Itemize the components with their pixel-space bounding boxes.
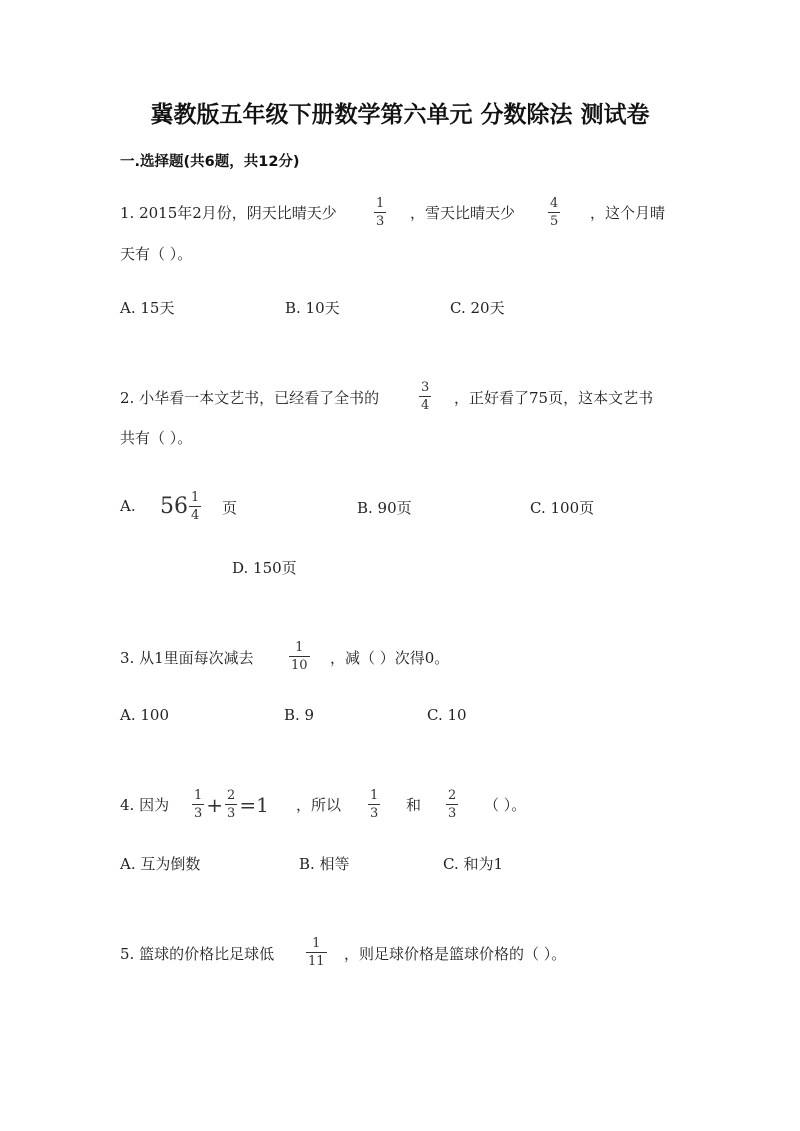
fraction — [289, 641, 310, 672]
numerator: 1 — [312, 936, 321, 951]
denominator: 3 — [370, 806, 379, 821]
denominator: 3 — [448, 806, 457, 821]
denominator: 11 — [308, 954, 325, 969]
question-1-text: 1. 2015年2月份，阴天比晴天少 — [120, 204, 337, 222]
question-1-text-continued: ，雪天比晴天少 — [410, 204, 516, 222]
option-c[interactable]: C. 和为1 — [443, 855, 504, 873]
question-2-line-2: 共有（ ）。 — [120, 429, 193, 447]
option-b[interactable]: B. 相等 — [299, 855, 350, 873]
denominator: 3 — [376, 214, 385, 229]
option-c[interactable]: C. 20天 — [450, 299, 505, 317]
question-4-text: 4. 因为 — [120, 796, 170, 814]
question-4-text-continued: ，所以 — [296, 796, 342, 814]
equation-result: =1 — [239, 792, 269, 817]
option-a-label[interactable]: A. — [120, 497, 136, 515]
question-5-text-continued: ，则足球价格是篮球价格的（ ）。 — [344, 945, 567, 963]
option-a-unit: 页 — [222, 499, 238, 517]
option-a[interactable]: A. 100 — [120, 706, 169, 724]
denominator: 10 — [291, 658, 308, 673]
option-a[interactable]: A. 互为倒数 — [120, 855, 201, 873]
question-2-text: 2. 小华看一本文艺书，已经看了全书的 — [120, 389, 380, 407]
question-5-text: 5. 篮球的价格比足球低 — [120, 945, 275, 963]
numerator: 1 — [194, 788, 203, 803]
page-title: 冀教版五年级下册数学第六单元 分数除法 测试卷 — [150, 102, 650, 128]
plus-sign: + — [206, 792, 224, 817]
fraction — [446, 789, 458, 820]
question-3-text-continued: ，减（ ）次得0。 — [330, 649, 450, 667]
question-1-line-2: 天有（ ）。 — [120, 245, 193, 263]
numerator: 1 — [191, 490, 200, 505]
option-c[interactable]: C. 10 — [427, 706, 467, 724]
fraction — [368, 789, 380, 820]
option-a[interactable]: A. 15天 — [120, 299, 175, 317]
denominator: 3 — [194, 806, 203, 821]
option-b[interactable]: B. 9 — [284, 706, 315, 724]
question-3-text: 3. 从1里面每次减去 — [120, 649, 254, 667]
fraction — [548, 197, 560, 228]
fraction — [192, 789, 204, 820]
fraction — [225, 789, 237, 820]
question-4-and: 和 — [406, 796, 422, 814]
numerator: 1 — [370, 788, 379, 803]
option-d[interactable]: D. 150页 — [232, 559, 297, 577]
denominator: 4 — [421, 398, 430, 413]
denominator: 3 — [227, 806, 236, 821]
fraction — [374, 197, 386, 228]
numerator: 1 — [295, 640, 304, 655]
question-1-text-end: ，这个月晴 — [590, 204, 666, 222]
fraction — [306, 937, 327, 968]
question-2-text-continued: ，正好看了75页，这本文艺书 — [454, 389, 654, 407]
option-b[interactable]: B. 10天 — [285, 299, 340, 317]
numerator: 4 — [550, 196, 559, 211]
fraction — [189, 491, 201, 522]
denominator: 5 — [550, 214, 559, 229]
numerator: 1 — [376, 196, 385, 211]
numerator: 2 — [448, 788, 457, 803]
equation — [192, 789, 269, 820]
denominator: 4 — [191, 508, 200, 523]
section-heading: 一.选择题(共6题，共12分) — [120, 154, 300, 170]
fraction — [419, 381, 431, 412]
mixed-number — [160, 491, 201, 522]
numerator: 2 — [227, 788, 236, 803]
option-b[interactable]: B. 90页 — [357, 499, 412, 517]
question-4-text-end: （ ）。 — [484, 796, 527, 814]
numerator: 3 — [421, 380, 430, 395]
whole-part: 56 — [160, 494, 188, 519]
option-c[interactable]: C. 100页 — [530, 499, 595, 517]
